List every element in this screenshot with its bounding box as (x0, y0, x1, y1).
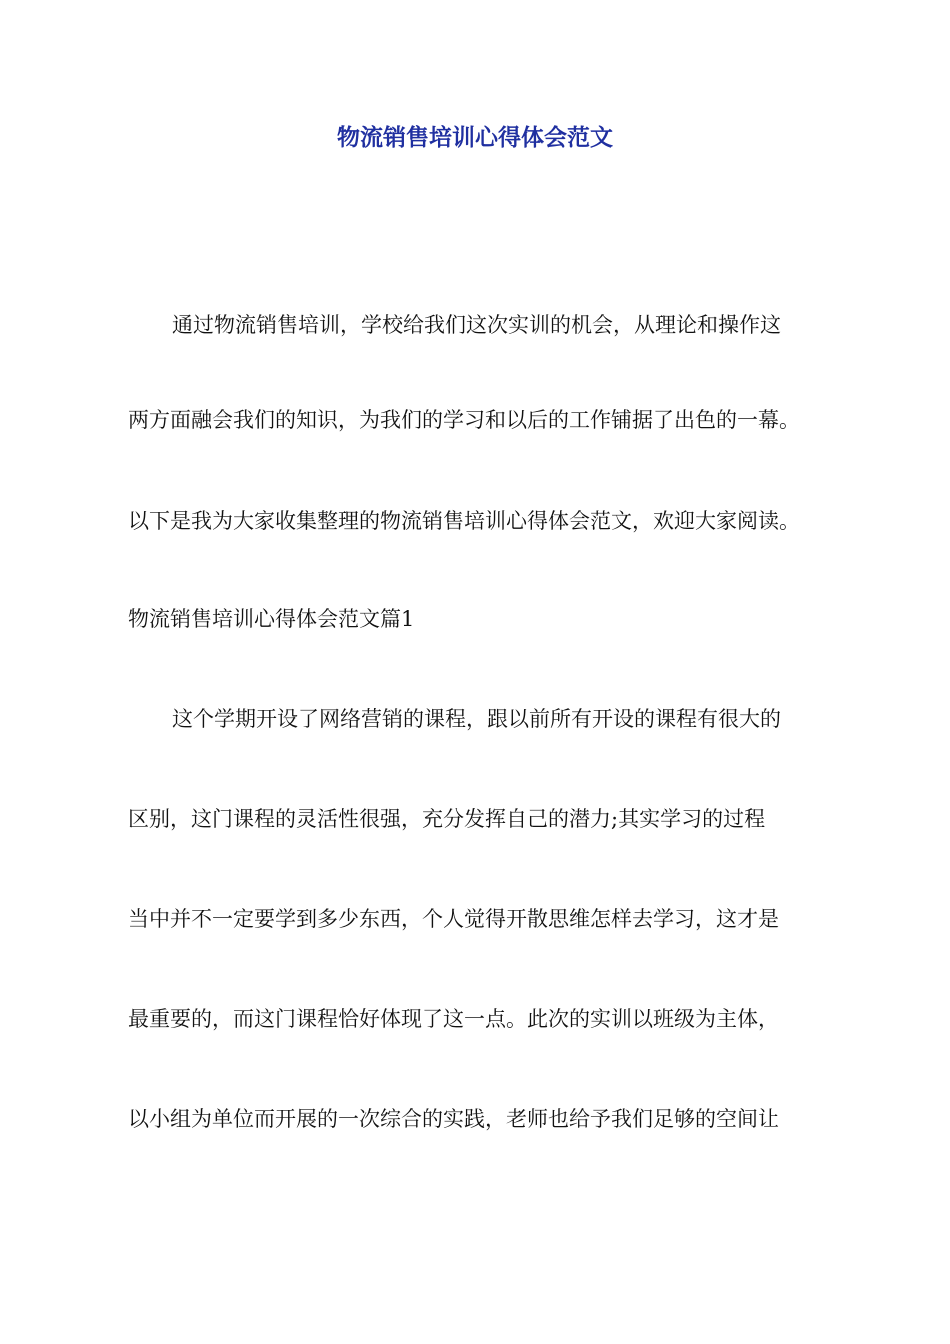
paragraph-line: 以小组为单位而开展的一次综合的实践，老师也给予我们足够的空间让 (128, 1107, 779, 1131)
section-heading: 物流销售培训心得体会范文篇1 (128, 607, 415, 631)
paragraph-line: 当中并不一定要学到多少东西，个人觉得开散思维怎样去学习，这才是 (128, 907, 779, 931)
paragraph-line: 两方面融会我们的知识，为我们的学习和以后的工作铺据了出色的一幕。 (128, 408, 800, 432)
paragraph-line: 以下是我为大家收集整理的物流销售培训心得体会范文，欢迎大家阅读。 (128, 509, 800, 533)
paragraph-line: 最重要的，而这门课程恰好体现了这一点。此次的实训以班级为主体， (128, 1007, 779, 1031)
document-title: 物流销售培训心得体会范文 (337, 125, 613, 151)
paragraph-line: 这个学期开设了网络营销的课程，跟以前所有开设的课程有很大的 (172, 707, 781, 731)
paragraph-line: 区别，这门课程的灵活性很强，充分发挥自己的潜力;其实学习的过程 (128, 807, 766, 831)
paragraph-line: 通过物流销售培训，学校给我们这次实训的机会，从理论和操作这 (172, 313, 781, 337)
